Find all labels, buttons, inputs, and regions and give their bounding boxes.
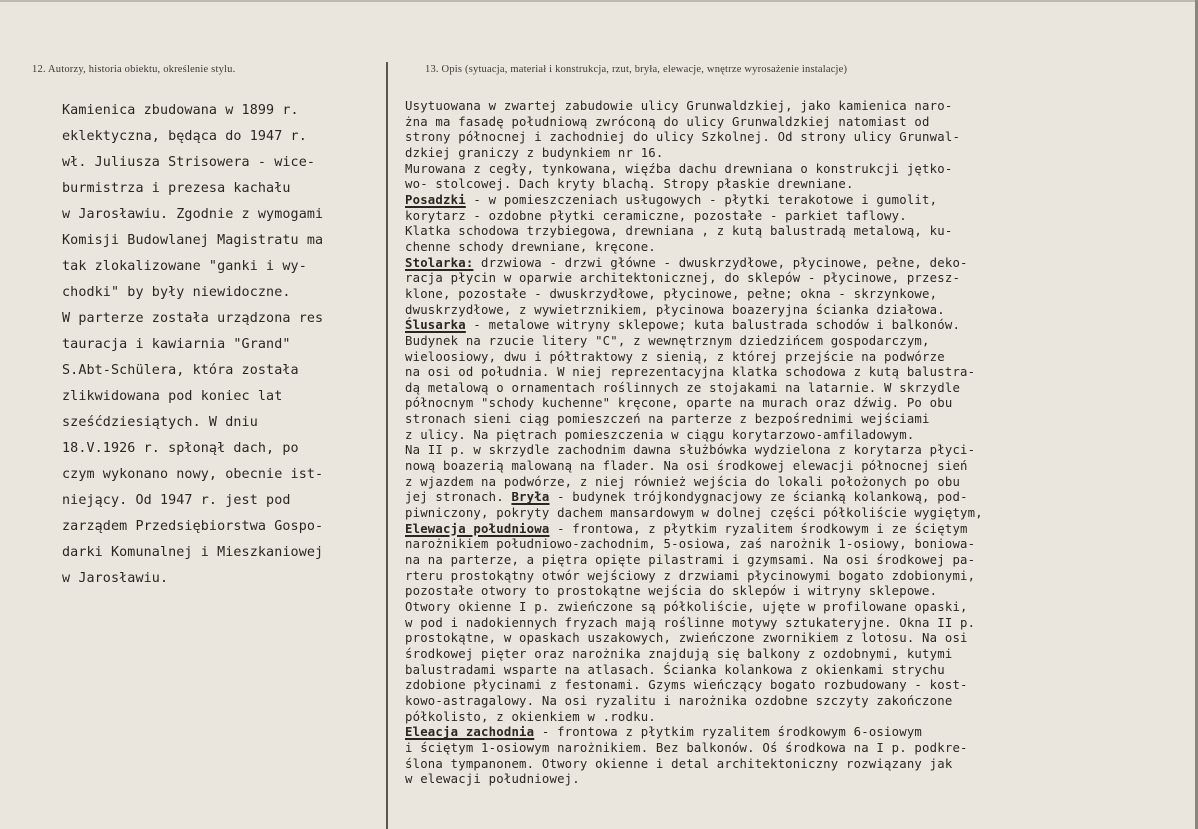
description-text: nową boazerią malowaną na flader. Na osi środkowej elewacji północnej sień xyxy=(405,459,968,474)
description-text: Na II p. w skrzydle zachodnim dawna służbówka wydzielona z korytarza płyci- xyxy=(405,443,976,458)
description-line xyxy=(405,224,1195,240)
description-line xyxy=(405,631,1195,647)
description-text: dą metalową o ornamentach roślinnych ze stojakami na latarnie. W skrzydle xyxy=(405,380,961,395)
description-column xyxy=(405,99,1195,788)
history-line: chodki" by były niewidoczne. xyxy=(62,285,291,300)
description-line xyxy=(405,741,1195,757)
description-text: dwuskrzydłowe, z wywietrznikiem, płycinowa boazeryjna ścianka działowa. xyxy=(405,302,945,317)
history-line: tak zlokalizowane "ganki i wy- xyxy=(62,259,307,274)
description-line xyxy=(405,663,1195,679)
description-line xyxy=(405,647,1195,663)
description-line xyxy=(405,553,1195,569)
description-line xyxy=(405,584,1195,600)
description-text: - metalowe witryny sklepowe; kuta balustrada schodów i balkonów. xyxy=(465,318,961,333)
description-line xyxy=(405,287,1195,303)
description-text: racja płycin w oparwie architektonicznej, do sklepów - płycinowe, przesz- xyxy=(405,271,961,286)
description-line xyxy=(405,772,1195,788)
description-line xyxy=(405,162,1195,178)
column-divider xyxy=(386,62,388,829)
description-text: półkolisto, z okienkiem w .rodku. xyxy=(405,709,656,724)
description-text: kowo-astragalowy. Na osi ryzalitu i narożnika ozdobne szczyty zakończone xyxy=(405,693,953,708)
description-line xyxy=(405,537,1195,553)
description-text: korytarz - ozdobne płytki ceramiczne, pozostałe - parkiet taflowy. xyxy=(405,208,907,223)
description-text: środkowej pięter oraz narożnika znajdują się balkony z ozdobnymi, kutymi xyxy=(405,646,953,661)
description-text: strony północnej i zachodniej do ulicy Szkolnej. Od strony ulicy Grunwal- xyxy=(405,130,961,145)
description-text: Budynek na rzucie litery "C", z wewnętrznym dziedzińcem gospodarczym, xyxy=(405,333,930,348)
description-line xyxy=(405,428,1195,444)
description-text: prostokątne, w opaskach uszakowych, zwieńczone zwornikiem z lotosu. Na osi xyxy=(405,631,968,646)
description-line xyxy=(405,256,1195,272)
description-line xyxy=(405,193,1195,209)
section-keyword: Bryła xyxy=(511,490,550,505)
description-line xyxy=(405,115,1195,131)
section-keyword: Posadzki xyxy=(405,192,466,207)
description-text: stronach sieni ciąg pomieszczeń na parterze z bezpośrednimi wejściami xyxy=(405,412,930,427)
description-line xyxy=(405,209,1195,225)
description-line xyxy=(405,506,1195,522)
description-line xyxy=(405,350,1195,366)
section-keyword: Elewacja południowa xyxy=(405,521,550,536)
card-top-edge xyxy=(0,0,1198,2)
description-line xyxy=(405,475,1195,491)
description-text: Otwory okienne I p. zwieńczone są półkoliście, ujęte w profilowane opaski, xyxy=(405,600,968,614)
description-line xyxy=(405,600,1195,616)
description-text: zdobione płycinami z festonami. Gzyms wieńczący bogato rozbudowany - kost- xyxy=(405,678,968,693)
history-line: S.Abt-Schülera, która została xyxy=(62,363,299,378)
description-line xyxy=(405,177,1195,193)
description-line xyxy=(405,522,1195,538)
description-text: z wjazdem na podwórze, z niej również wejścia do lokali położonych po obu xyxy=(405,474,961,489)
history-line: eklektyczna, będąca do 1947 r. xyxy=(62,129,307,144)
description-line xyxy=(405,725,1195,741)
description-line xyxy=(405,569,1195,585)
description-text: chenne schody drewniane, kręcone. xyxy=(405,239,656,254)
description-line xyxy=(405,710,1195,726)
description-text: z ulicy. Na piętrach pomieszczenia w ciągu korytarzowo-amfiladowym. xyxy=(405,427,915,442)
description-line xyxy=(405,381,1195,397)
history-line: w Jarosławiu. Zgodnie z wymogami xyxy=(62,207,324,222)
description-text: w elewacji południowej. xyxy=(405,772,580,787)
description-text: - budynek trójkondygnacjowy ze ścianką kolankową, pod- xyxy=(549,490,968,505)
section-12-header: 12. Autorzy, historia obiektu, określenie stylu. xyxy=(32,64,236,75)
description-line xyxy=(405,365,1195,381)
section-keyword: Ślusarka xyxy=(405,318,466,333)
description-text: rteru prostokątny otwór wejściowy z drzwiami płycinowymi bogato zdobionymi, xyxy=(405,568,976,583)
description-line xyxy=(405,99,1195,115)
history-line: Kamienica zbudowana w 1899 r. xyxy=(62,103,299,118)
description-text: wieloosiowy, dwu i półtraktowy z sienią, z której przejście na podwórze xyxy=(405,349,945,364)
history-column xyxy=(62,98,382,592)
description-text: klone, pozostałe - dwuskrzydłowe, płycinowe, pełne; okna - skrzynkowe, xyxy=(405,286,938,301)
description-line xyxy=(405,616,1195,632)
description-text: żna ma fasadę południową zwróconą do ulicy Grunwaldzkiej natomiast od xyxy=(405,114,930,129)
description-line xyxy=(405,240,1195,256)
description-text: i ściętym 1-osiowym narożnikiem. Bez balkonów. Oś środkowa na I p. podkre- xyxy=(405,740,968,755)
description-line xyxy=(405,318,1195,334)
history-line: sześćdziesiątych. W dniu xyxy=(62,415,258,430)
history-line: zlikwidowana pod koniec lat xyxy=(62,389,283,404)
description-line xyxy=(405,396,1195,412)
description-line xyxy=(405,412,1195,428)
description-text: na na parterze, a piętra opięte pilastrami i gzymsami. Na osi środkowej pa- xyxy=(405,553,976,568)
description-text: w pod i nadokiennych fryzach mają roślinne motywy sztukateryjne. Okna II p. xyxy=(405,615,976,630)
history-line: niejący. Od 1947 r. jest pod xyxy=(62,493,291,508)
description-text: drzwiowa - drzwi główne - dwuskrzydłowe, płycinowe, pełne, deko- xyxy=(473,255,968,270)
description-text: piwniczony, pokryty dachem mansardowym w dolnej części półkoliście wygiętym, xyxy=(405,506,983,521)
description-line xyxy=(405,146,1195,162)
description-text: - frontowa z płytkim ryzalitem środkowym 6-osiowym xyxy=(534,725,923,740)
description-text: Klatka schodowa trzybiegowa, drewniana , z kutą balustradą metalową, ku- xyxy=(405,224,953,239)
history-line: 18.V.1926 r. spłonął dach, po xyxy=(62,441,299,456)
history-line: zarządem Przedsiębiorstwa Gospo- xyxy=(62,519,324,534)
description-text: Usytuowana w zwartej zabudowie ulicy Grunwaldzkiej, jako kamienica naro- xyxy=(405,99,953,113)
description-line xyxy=(405,271,1195,287)
description-text: jej stronach. xyxy=(405,490,512,505)
section-keyword: Stolarka: xyxy=(405,255,474,270)
section-13-header: 13. Opis (sytuacja, materiał i konstrukcja, rzut, bryła, elewacje, wnętrze wyrosażenie instalacje) xyxy=(425,64,848,75)
description-text: pozostałe otwory to prostokątne wejścia do sklepów i witryny sklepowe. xyxy=(405,584,938,599)
description-line xyxy=(405,694,1195,710)
history-line: Komisji Budowlanej Magistratu ma xyxy=(62,233,324,248)
description-text: ślona tympanonem. Otwory okienne i detal architektoniczny rozwiązany jak xyxy=(405,756,953,771)
description-text: - frontowa, z płytkim ryzalitem środkowym i ze ściętym xyxy=(549,521,968,536)
description-line xyxy=(405,443,1195,459)
description-text: północnym "schody kuchenne" kręcone, oparte na murach oraz dźwig. Po obu xyxy=(405,396,953,411)
description-line xyxy=(405,130,1195,146)
description-text: - w pomieszczeniach usługowych - płytki terakotowe i gumolit, xyxy=(465,192,938,207)
history-line: czym wykonano nowy, obecnie ist- xyxy=(62,467,324,482)
description-line xyxy=(405,334,1195,350)
description-line xyxy=(405,678,1195,694)
description-text: wo- stolcowej. Dach kryty blachą. Stropy płaskie drewniane. xyxy=(405,177,854,192)
description-line xyxy=(405,303,1195,319)
history-line: W parterze została urządzona res xyxy=(62,311,324,326)
section-keyword: Eleacja zachodnia xyxy=(405,725,535,740)
description-text: na osi od południa. W niej reprezentacyjna klatka schodowa z kutą balustra- xyxy=(405,365,976,380)
description-line xyxy=(405,757,1195,773)
description-text: Murowana z cegły, tynkowana, więźba dachu drewniana o konstrukcji jętko- xyxy=(405,161,953,176)
description-text: dzkiej graniczy z budynkiem nr 16. xyxy=(405,145,664,160)
history-line: darki Komunalnej i Mieszkaniowej xyxy=(62,545,324,560)
history-line: tauracja i kawiarnia "Grand" xyxy=(62,337,291,352)
description-text: narożnikiem południowo-zachodnim, 5-osiowa, zaś narożnik 1-osiowy, boniowa- xyxy=(405,537,976,552)
history-line: wł. Juliusza Strisowera - wice- xyxy=(62,155,316,170)
history-line: w Jarosławiu. xyxy=(62,571,169,586)
description-line xyxy=(405,459,1195,475)
description-line xyxy=(405,490,1195,506)
history-line: burmistrza i prezesa kachału xyxy=(62,181,291,196)
description-text: balustradami wsparte na atlasach. Ścianka kolankowa z okienkami strychu xyxy=(405,662,945,677)
